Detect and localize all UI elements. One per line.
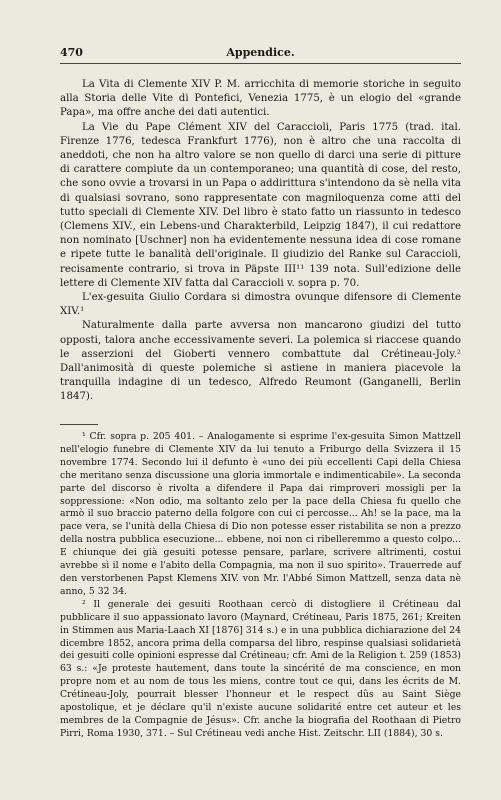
paragraph-vita-clemente: La Vita di Clemente XIV P. M. arricchita di memorie storiche in seguito alla Storia delle Vite di Pontefici, Venezia 1775, è un elogio del «grande Papa», ma offre anche dei dati autentici. [60, 79, 461, 119]
header-rule [60, 63, 461, 64]
page-number: 470 [60, 46, 83, 59]
running-header [60, 46, 461, 62]
paragraph-polemica: Naturalmente dalla parte avversa non mancarono giudizi del tutto opposti, talora anche eccessivamente severi. La polemica si riaccese quando le asserzioni del Gioberti vennero combattute dal Crétineau-Joly.² Dall'animosità di queste polemiche si astiene in maniera piacevole la tranquilla indagine di un tedesco, Alfredo Reumont (Ganganelli, Berlin 1847). [60, 320, 461, 403]
running-title: Appendice. [226, 46, 295, 59]
footnote-2: ² Il generale dei gesuiti Roothaan cercò di distogliere il Crétineau dal pubblicare il suo appassionato lavoro (Maynard, Crétineau, Paris 1875, 261; Kreiten in Stimmen aus Maria-Laach XI [1876] 314 s.) e in una pubblica dichiarazione del 24 dicembre 1852, ancora prima della comparsa del libro, respinse qualsiasi solidarietà dei gesuiti colle opinioni espresse dal Crétineau; cfr. Ami de la Religion t. 259 (1853) 63 s.: «Je proteste hautement, dans toute la sincérité de ma conscience, en mon propre nom et au nom de tous les miens, contre tout ce qui, dans les écrits de M. Crétineau-Joly, pourrait blesser l'honneur et le respect dûs au Saint Siège apostolique, et je déclare qu'il n'existe aucune solidarité entre cet auteur et les membres de la Compagnie de Jésus». Cfr. anche la biografia del Roothaan di Pietro Pirri, Roma 1930, 371. – Sul Crétineau vedi anche Hist. Zeitschr. LII (1884), 30 s. [60, 598, 461, 739]
main-text [60, 78, 461, 405]
paragraph-caraccioli: La Vie du Pape Clément XIV del Caraccioli, Paris 1775 (trad. ital. Firenze 1776, tedesca Frankfurt 1776), non è altro che una raccolta di aneddoti, che non ha altro valore se non quello di darci una serie di pitture di carattere compiute da un contemporaneo; una quantità di cose, del resto, che sono ovvie a trovarsi in un Papa o addirittura s'intendono da sè nella vita di qualsiasi sovrano, sono rappresentate con magniloquenza come atti del tutto speciali di Clemente XIV. Del libro è stato fatto un riassunto in tedesco (Clemens XIV., ein Lebens-und Charakterbild, Leipzig 1847), il cui redattore non nominato [Uschner] non ha evidentemente nessuna idea di cose romane e ripete tutte le banalità dell'originale. Il giudizio del Ranke sul Caraccioli, recisamente contrario, si trova in Päpste III¹¹ 139 nota. Sull'edizione delle lettere di Clemente XIV fatta dal Caraccioli v. sopra p. 70. [60, 121, 461, 289]
footnote-1: ¹ Cfr. sopra p. 205 401. – Analogamente si esprime l'ex-gesuita Simon Mattzell nell'elogio funebre di Clemente XIV da lui tenuto a Friburgo della Svizzera il 15 novembre 1774. Secondo lui il defunto è «uno dei più eccellenti Capi della Chiesa che meritano senza discussione una gloria immortale e indimenticabile». La seconda parte del discorso è rivolta a difendere il Papa dai rimproveri mossigli per la soppressione: «Non odio, ma soltanto zelo per la pace della Chiesa fu quello che armò il suo braccio paterno della folgore con cui ci percosse... Ah! se la pace, ma la pace vera, se l'unità della Chiesa di Dio non potesse esser ristabilita se non a prezzo della nostra pubblica esecuzione... ebbene, noi non ci ribelleremmo a questo colpo... E chiunque dei già gesuiti potesse pensare, parlare, scrivere altrimenti, costui avrebbe sì il nome e l'abito della Compagnia, ma non il suo spirito». Trauerrede auf den verstorbenen Papst Klemens XIV. von Mr. l'Abbé Simon Mattzell, senza data nè anno, 5 32 34. [60, 431, 461, 597]
paragraph-cordara: L'ex-gesuita Giulio Cordara si dimostra ovunque difensore di Clemente XIV.¹ [60, 292, 461, 318]
footnotes [60, 431, 461, 741]
footnote-rule [60, 424, 98, 425]
